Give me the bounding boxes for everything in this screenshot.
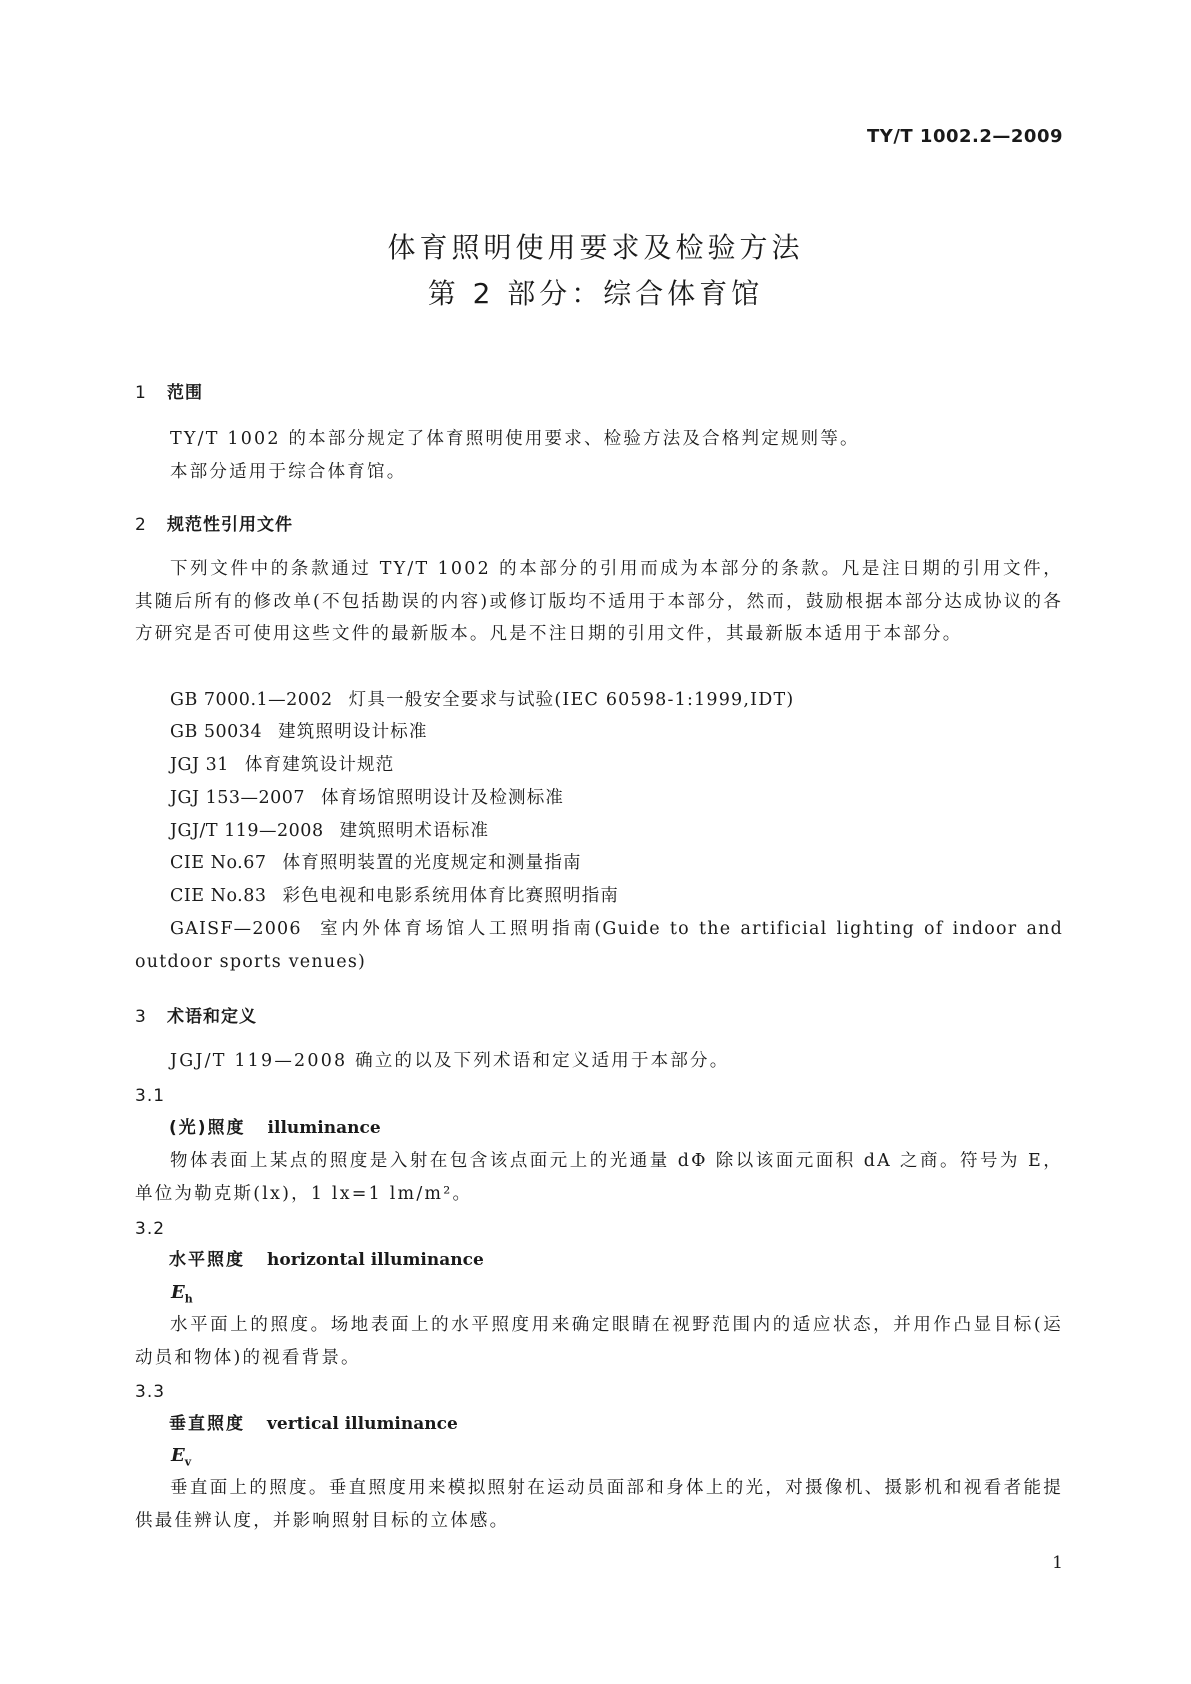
section-1-paragraph-1: TY/T 1002 的本部分规定了体育照明使用要求、检验方法及合格判定规则等。 xyxy=(170,429,860,449)
term-chinese: (光)照度 xyxy=(169,1118,246,1138)
standard-code: TY/T 1002.2—2009 xyxy=(867,126,1063,147)
symbol-subscript: h xyxy=(184,1292,193,1306)
section-2-heading xyxy=(135,510,1063,535)
section-heading-text: 术语和定义 xyxy=(167,1007,257,1027)
reference-code: GAISF—2006 xyxy=(170,919,302,939)
section-2-intro: 下列文件中的条款通过 TY/T 1002 的本部分的引用而成为本部分的条款。凡是注日期的引用文件，其随后所有的修改单(不包括勘误的内容)或修订版均不适用于本部分，然而，鼓励根据本部分达成协议的各方研究是否可使用这些文件的最新版本。凡是不注日期的引用文件，其最新版本适用于本部分。 xyxy=(135,559,1063,645)
term-definition: 垂直面上的照度。垂直照度用来模拟照射在运动员面部和身体上的光，对摄像机、摄影机和视看者能提供最佳辨认度，并影响照射目标的立体感。 xyxy=(135,1478,1063,1531)
term-english: illuminance xyxy=(267,1118,381,1138)
reference-item xyxy=(135,880,1098,913)
section-1-heading xyxy=(135,378,1063,403)
reference-code: GB 7000.1—2002 xyxy=(170,690,333,710)
clause-number: 3.1 xyxy=(135,1086,166,1106)
reference-item xyxy=(135,782,1098,815)
reference-code: CIE No.67 xyxy=(170,853,267,873)
reference-item xyxy=(135,815,1098,848)
reference-title: 体育照明装置的光度规定和测量指南 xyxy=(282,853,582,873)
term-definition: 水平面上的照度。场地表面上的水平照度用来确定眼睛在视野范围内的适应状态，并用作凸显目标(运动员和物体)的视看背景。 xyxy=(135,1315,1063,1368)
reference-code: JGJ/T 119—2008 xyxy=(170,821,324,841)
reference-code: JGJ 31 xyxy=(170,755,229,775)
section-number: 3 xyxy=(135,1007,147,1027)
reference-item xyxy=(135,749,1098,782)
term-definition: 物体表面上某点的照度是入射在包含该点面元上的光通量 dΦ 除以该面元面积 dA 之商。符号为 E，单位为勒克斯(lx)，1 lx=1 lm/m²。 xyxy=(135,1151,1063,1204)
reference-title: 体育建筑设计规范 xyxy=(244,755,395,775)
term-chinese: 垂直照度 xyxy=(169,1414,245,1434)
term-english: vertical illuminance xyxy=(267,1414,458,1434)
section-number: 1 xyxy=(135,383,147,403)
clause-number: 3.2 xyxy=(135,1219,166,1239)
page-number: 1 xyxy=(1052,1553,1063,1573)
reference-item xyxy=(135,847,1098,880)
section-heading-text: 规范性引用文件 xyxy=(167,515,293,535)
title-line-2: 第 2 部分：综合体育馆 xyxy=(427,277,764,310)
symbol-letter: E xyxy=(171,1282,185,1303)
symbol-letter: E xyxy=(171,1445,185,1466)
reference-title: 室内外体育场馆人工照明指南(Guide to the artificial lighting of indoor and outdoor sports venues) xyxy=(135,919,1063,972)
reference-code: CIE No.83 xyxy=(170,886,267,906)
reference-title: 建筑照明设计标准 xyxy=(278,722,428,742)
reference-code: JGJ 153—2007 xyxy=(170,788,306,808)
reference-title: 灯具一般安全要求与试验(IEC 60598-1:1999,IDT) xyxy=(348,690,795,710)
section-3-intro: JGJ/T 119—2008 确立的以及下列术语和定义适用于本部分。 xyxy=(170,1051,730,1071)
title-line-1: 体育照明使用要求及检验方法 xyxy=(387,231,804,264)
clause-number: 3.3 xyxy=(135,1382,166,1402)
term-heading xyxy=(135,1112,1097,1145)
term-chinese: 水平照度 xyxy=(169,1250,245,1270)
section-heading-text: 范围 xyxy=(167,383,203,403)
reference-title: 建筑照明术语标准 xyxy=(339,821,490,841)
section-1-paragraph-2: 本部分适用于综合体育馆。 xyxy=(170,462,407,482)
reference-title: 彩色电视和电影系统用体育比赛照明指南 xyxy=(282,886,620,906)
section-number: 2 xyxy=(135,515,147,535)
symbol-subscript: v xyxy=(184,1455,192,1469)
reference-item xyxy=(135,684,1098,717)
reference-title: 体育场馆照明设计及检测标准 xyxy=(321,788,565,808)
section-3-heading xyxy=(135,1002,1063,1027)
term-heading xyxy=(135,1408,1097,1441)
reference-item xyxy=(135,716,1098,749)
reference-code: GB 50034 xyxy=(170,722,263,742)
term-heading xyxy=(135,1244,1097,1277)
reference-item xyxy=(135,913,1063,978)
term-english: horizontal illuminance xyxy=(267,1250,484,1270)
